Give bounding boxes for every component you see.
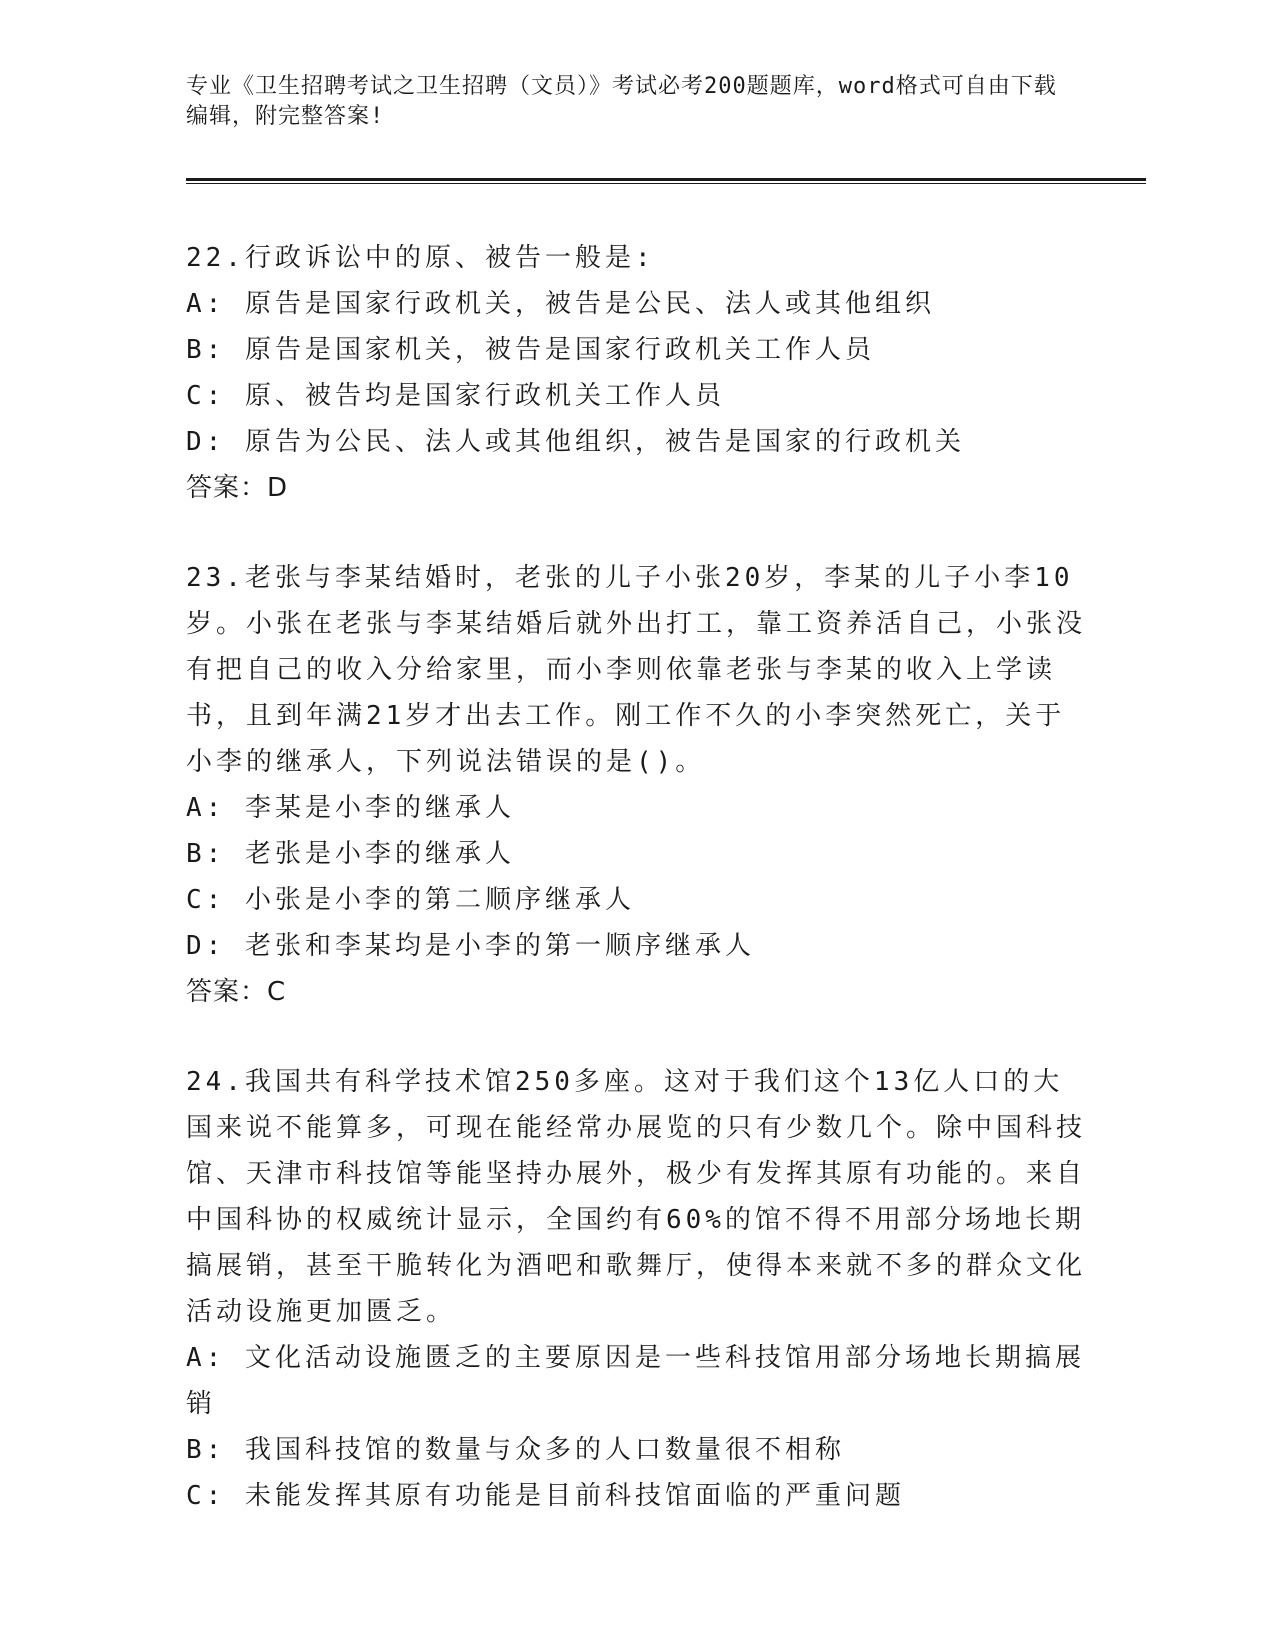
option-b: B: 老张是小李的继承人	[186, 839, 515, 869]
option-a: A: 原告是国家行政机关，被告是公民、法人或其他组织	[186, 289, 935, 319]
header-divider-thick	[186, 178, 1146, 181]
document-header: 专业《卫生招聘考试之卫生招聘（文员）》考试必考200题题库，word格式可自由下载编辑，附完整答案!	[186, 74, 1057, 129]
option-b: B: 我国科技馆的数量与众多的人口数量很不相称	[186, 1435, 845, 1465]
question-list	[186, 235, 1086, 1563]
question-stem: 24.我国共有科学技术馆250多座。这对于我们这个13亿人口的大国来说不能算多，可现在能经常办展览的只有少数几个。除中国科技馆、天津市科技馆等能坚持办展外，极少有发挥其原有功能的。来自中国科协的权威统计显示，全国约有60%的馆不得不用部分场地长期搞展销，甚至干脆转化为酒吧和歌舞厅，使得本来就不多的群众文化活动设施更加匮乏。	[186, 1067, 1087, 1327]
question-stem: 23.老张与李某结婚时，老张的儿子小张20岁，李某的儿子小李10岁。小张在老张与李某结婚后就外出打工，靠工资养活自己，小张没有把自己的收入分给家里，而小李则依靠老张与李某的收入上学读书，且到年满21岁才出去工作。刚工作不久的小李突然死亡，关于小李的继承人，下列说法错误的是()。	[186, 563, 1087, 777]
option-a: A: 文化活动设施匮乏的主要原因是一些科技馆用部分场地长期搞展销	[186, 1343, 1085, 1419]
question-24	[186, 1059, 1086, 1519]
question-23	[186, 555, 1086, 1015]
option-d: D: 老张和李某均是小李的第一顺序继承人	[186, 931, 755, 961]
option-d: D: 原告为公民、法人或其他组织，被告是国家的行政机关	[186, 427, 965, 457]
option-a: A: 李某是小李的继承人	[186, 793, 515, 823]
option-b: B: 原告是国家机关，被告是国家行政机关工作人员	[186, 335, 875, 365]
option-c: C: 未能发挥其原有功能是目前科技馆面临的严重问题	[186, 1481, 905, 1511]
header-divider-thin	[186, 183, 1146, 184]
option-c: C: 原、被告均是国家行政机关工作人员	[186, 381, 725, 411]
question-22	[186, 235, 1086, 511]
answer-line: 答案：D	[186, 473, 289, 503]
option-c: C: 小张是小李的第二顺序继承人	[186, 885, 635, 915]
question-stem: 22.行政诉讼中的原、被告一般是:	[186, 243, 655, 273]
answer-line: 答案：C	[186, 977, 287, 1007]
